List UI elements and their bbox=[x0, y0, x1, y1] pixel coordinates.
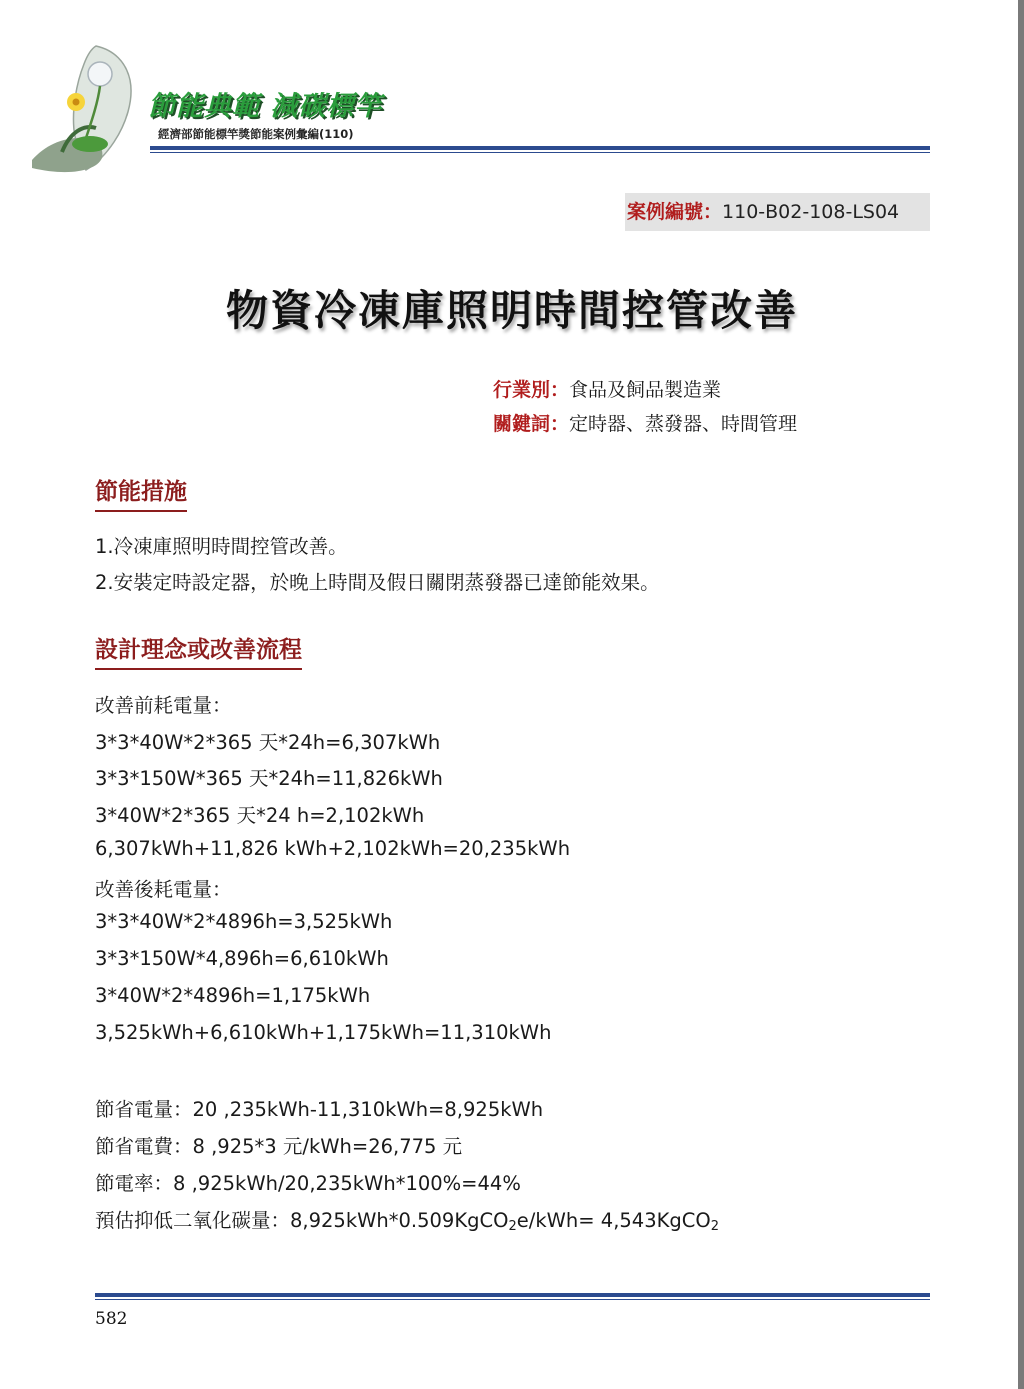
footer-rule bbox=[95, 1293, 930, 1297]
measure-item: 2.安裝定時設定器，於晚上時間及假日關閉蒸發器已達節能效果。 bbox=[95, 571, 660, 594]
after-title: 改善後耗電量： bbox=[95, 878, 232, 901]
case-number-value: 110-B02-108-LS04 bbox=[722, 201, 900, 223]
industry-label: 行業別： bbox=[493, 379, 570, 401]
case-number-box bbox=[625, 193, 930, 231]
keywords-row bbox=[493, 409, 797, 436]
savings-cost: 節省電費：8 ,925*3 元/kWh=26,775 元 bbox=[95, 1135, 463, 1158]
header-rule-thin bbox=[150, 152, 930, 153]
brand-slogan: 節能典範 減碳標竿 bbox=[148, 91, 383, 122]
industry-row bbox=[493, 375, 721, 402]
keywords-label: 關鍵詞： bbox=[493, 413, 570, 435]
calc-line: 3*40W*2*4896h=1,175kWh bbox=[95, 984, 371, 1007]
header-rule bbox=[150, 146, 930, 150]
calc-line: 3*40W*2*365 天*24 h=2,102kWh bbox=[95, 804, 425, 827]
co2-text-prefix: 預估抑低二氧化碳量：8,925kWh*0.509KgCO bbox=[95, 1209, 509, 1232]
page-title: 物資冷凍庫照明時間控管改善 bbox=[225, 286, 798, 335]
calc-line: 3*3*150W*365 天*24h=11,826kWh bbox=[95, 767, 443, 790]
calc-line: 6,307kWh+11,826 kWh+2,102kWh=20,235kWh bbox=[95, 837, 571, 860]
series-title: 經濟部節能標竿獎節能案例彙編(110) bbox=[158, 127, 354, 141]
case-number-label: 案例編號： bbox=[627, 201, 723, 223]
savings-co2 bbox=[95, 1205, 719, 1234]
footer-rule-thin bbox=[95, 1299, 930, 1300]
page-edge bbox=[1018, 0, 1024, 1389]
calc-line: 3*3*40W*2*365 天*24h=6,307kWh bbox=[95, 731, 441, 754]
co2-subscript: 2 bbox=[710, 1219, 720, 1234]
calc-line: 3,525kWh+6,610kWh+1,175kWh=11,310kWh bbox=[95, 1021, 552, 1044]
taiwan-logo-icon bbox=[26, 40, 156, 180]
page-number: 582 bbox=[95, 1309, 128, 1329]
calc-line: 3*3*40W*2*4896h=3,525kWh bbox=[95, 910, 393, 933]
co2-text-mid: e/kWh= 4,543KgCO bbox=[516, 1209, 711, 1232]
savings-rate: 節電率：8 ,925kWh/20,235kWh*100%=44% bbox=[95, 1172, 521, 1195]
co2-subscript: 2 bbox=[508, 1219, 517, 1234]
section-heading-measures: 節能措施 bbox=[95, 473, 187, 512]
section-heading-design: 設計理念或改善流程 bbox=[95, 631, 302, 670]
before-title: 改善前耗電量： bbox=[95, 694, 232, 717]
savings-power: 節省電量：20 ,235kWh-11,310kWh=8,925kWh bbox=[95, 1098, 544, 1121]
industry-value: 食品及飼品製造業 bbox=[569, 379, 722, 401]
measure-item: 1.冷凍庫照明時間控管改善。 bbox=[95, 535, 348, 558]
keywords-value: 定時器、蒸發器、時間管理 bbox=[569, 413, 798, 435]
calc-line: 3*3*150W*4,896h=6,610kWh bbox=[95, 947, 389, 970]
